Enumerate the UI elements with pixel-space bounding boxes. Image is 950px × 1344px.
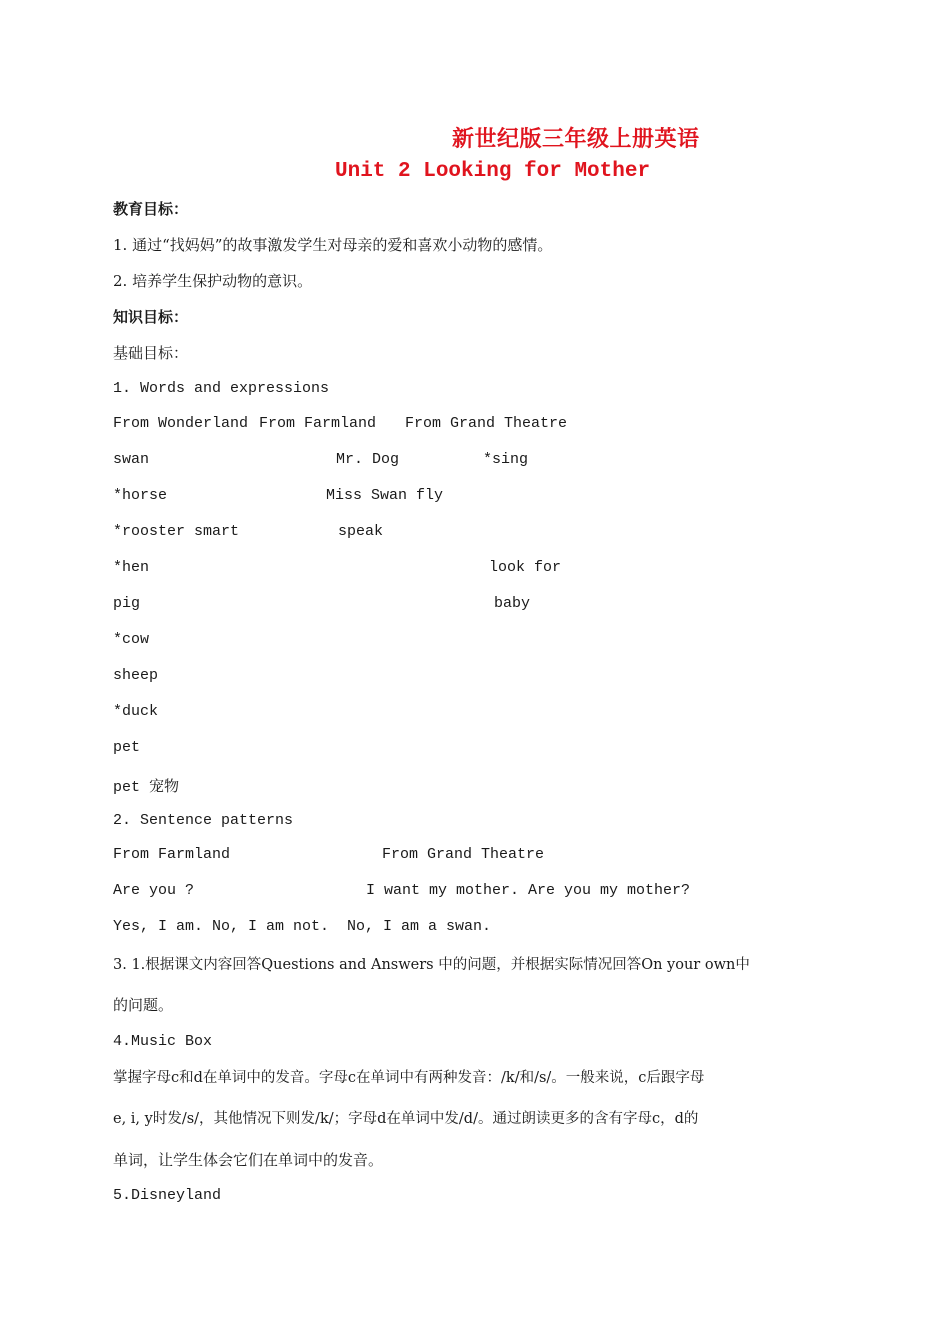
word-item: *rooster smart [113,523,240,540]
music-line-3: 单词，让学生体会它们在单词中的发音。 [113,1151,384,1169]
music-line-2: e, i, y时发/s/，其他情况下则发/k/；字母d在单词中发/d/。通过朗读更多的含有字母c，d的 [113,1111,699,1127]
sentence-header-farmland: From Farmland [113,846,231,863]
sentence-item: No, I am a swan. [347,918,492,935]
knowledge-goal-heading: 知识目标： [113,308,189,326]
word-item: *hen [113,559,150,576]
education-goal-2: 2. 培养学生保护动物的意识。 [113,272,313,290]
word-item: Mr. Dog [336,451,400,468]
pet-gloss: pet 宠物 [113,779,180,796]
disneyland-heading: 5.Disneyland [113,1187,222,1204]
word-item: look for [489,559,562,576]
basic-goal-label: 基础目标： [113,344,189,362]
item3-line2: 的问题。 [113,996,174,1014]
col-header-grand-theatre: From Grand Theatre [405,415,568,432]
document-title-english: Unit 2 Looking for Mother [335,160,651,183]
item3-line1: 3. 1.根据课文内容回答Questions and Answers 中的问题，并根据实际情况回答On your own中 [113,957,750,973]
sentence-header-grand-theatre: From Grand Theatre [382,846,545,863]
word-item: pig [113,595,141,612]
document-title-chinese: 新世纪版三年级上册英语 [452,127,700,152]
word-item: *sing [483,451,529,468]
word-item: speak [338,523,384,540]
music-line-1: 掌握字母c和d在单词中的发音。字母c在单词中有两种发音：/k/和/s/。一般来说，c后跟字母 [113,1070,705,1086]
education-goal-heading: 教育目标： [113,200,189,218]
sentence-heading: 2. Sentence patterns [113,812,294,829]
music-box-heading: 4.Music Box [113,1033,213,1050]
word-item: *duck [113,703,159,720]
sentence-item: Are you ? [113,882,195,899]
word-item: pet [113,739,141,756]
word-item: *horse [113,487,168,504]
col-header-farmland: From Farmland [259,415,377,432]
col-header-wonderland: From Wonderland [113,415,249,432]
word-item: sheep [113,667,159,684]
word-item: baby [494,595,531,612]
sentence-item: I want my mother. Are you my mother? [366,882,691,899]
education-goal-1: 1. 通过“找妈妈”的故事激发学生对母亲的爱和喜欢小动物的感情。 [113,236,553,254]
sentence-item: Yes, I am. No, I am not. [113,918,330,935]
word-item: Miss Swan fly [326,487,444,504]
words-heading: 1. Words and expressions [113,380,330,397]
word-item: *cow [113,631,150,648]
word-item: swan [113,451,150,468]
